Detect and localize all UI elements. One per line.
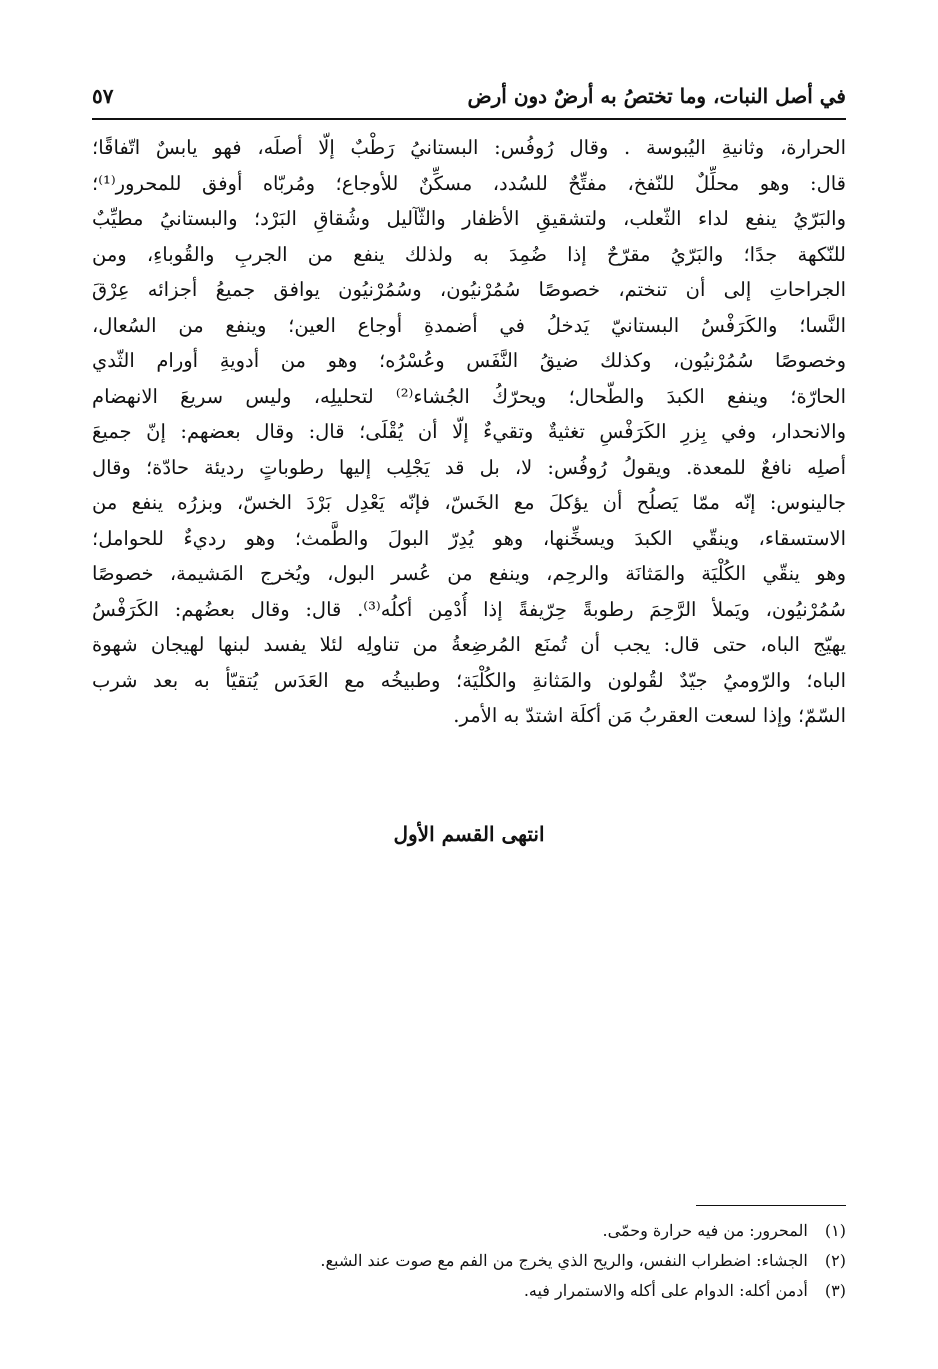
- text-line: سُمُرْنيُون، ويَملأ الرَّحِمَ رطوبةً حِرّيفةً إذا أُدْمِن أكلُه⁽³⁾. قال: وقال بعضُهم: الكَرَفْسُ: [92, 597, 846, 621]
- page-number: ٥٧: [92, 84, 114, 108]
- running-title: في أصل النبات، وما تختصُ به أرضٌ دون أرض: [467, 84, 846, 108]
- text-line: وخصوصًا سُمُرْنيُون، وكذلك ضيقُ النَّفَس وعُسْرُه؛ وهو من أدويةِ أورام الثّدي: [92, 349, 846, 372]
- text-line: والبَرّيُ ينفع لداء الثّعلب، ولتشقيقِ الأظفار والثّآليل وشُقاقِ البَرْد؛ والبستانيُ مطيِّبٌ: [92, 207, 846, 230]
- footnote-text: أدمن أكله: الدوام على أكله والاستمرار فيه.: [523, 1281, 808, 1300]
- page-header: [92, 82, 846, 120]
- text-line: للنّكهة جدًا؛ والبَرّيُ مقرّحٌ إذا ضُمِدَ به ولذلك ينفع من الجربِ والقُوباءِ، ومن: [92, 242, 846, 266]
- footnote-divider: [696, 1205, 846, 1206]
- text-line: الحرارة، وثانيةِ اليُبوسة . وقال رُوفُس: البستانيُ رَطْبٌ إلّا أصلَه، فهو يابسٌ اتّفاقًا؛: [92, 136, 846, 159]
- text-line: قال: وهو محلِّلٌ للنّفخ، مفتِّحٌ للسُدد، مسكِّنٌ للأوجاع؛ ومُربّاه أوفق للمحرور⁽¹⁾؛: [92, 171, 846, 195]
- text-line: النَّسا؛ والكَرَفْسُ البستانيّ يَدخلُ في أضمدةِ أوجاع العين؛ وينفع من السُعال،: [92, 313, 846, 337]
- footnote-text: المحرور: من فيه حرارة وحمّى.: [602, 1221, 808, 1240]
- footnote: [92, 1276, 846, 1306]
- text-line: يهيّج الباه، حتى قال: يجب أن تُمنَع المُرضِعةُ من تناولِه لئلا يفسد لبنها لهيجان شهوة: [92, 633, 846, 656]
- footnote: [92, 1216, 846, 1246]
- footnotes: [92, 1216, 846, 1306]
- section-end-heading: انتهى القسم الأول: [393, 822, 545, 846]
- footnote-text: الجشاء: اضطراب النفس، والريح الذي يخرج من الفم مع صوت عند الشبع.: [320, 1251, 808, 1270]
- footnote-number: (٣): [824, 1281, 846, 1300]
- text-line: الحارّة؛ وينفع الكبدَ والطّحال؛ ويحرّكُ الجُشاء⁽²⁾ لتحليلِه، وليس سريعَ الانهضام: [92, 384, 846, 408]
- main-text: [92, 130, 846, 734]
- text-line: أصلِه نافعٌ للمعدة. ويقولُ رُوفُس: لا، بل قد يَجْلِب إليها رطوباتٍ رديئة حادّة؛ وقال: [92, 455, 846, 479]
- footnote-number: (١): [824, 1221, 846, 1240]
- text-line: الاستسقاء، وينقّي الكبدَ ويسخِّنها، وهو يُدِرّ البولَ والطَّمث؛ وهو رديءٌ للحوامل؛: [92, 526, 846, 550]
- footnote: [92, 1246, 846, 1276]
- text-line: السّمّ؛ وإذا لسعت العقربُ مَن أكلَة اشتدّ به الأمر.: [453, 704, 846, 727]
- text-line: جالينوس: إنّه ممّا يَصلُح أن يؤكلَ مع الخَسّ، فإنّه يَعْدِل بَرْدَ الخسّ، وبزرُه ينفع من: [92, 491, 846, 514]
- text-line: الجراحاتِ إلى أن تنختم، خصوصًا سُمُرْنيُون، وسُمُرْنيُون يوافق جميعُ أجزائه عِرْقَ: [92, 278, 846, 301]
- text-line: وهو ينقّي الكُلْيَة والمَثانَة والرحِم، وينفع من عُسر البول، ويُخرج المَشيمة، خصوصًا: [92, 562, 846, 585]
- footnote-number: (٢): [824, 1251, 846, 1270]
- text-line: والانحدار، وفي بِزرِ الكَرَفْسِ تغثيةٌ وتقيءٌ إلّا أن يُقْلَى؛ قال: وقال بعضهم: إنّ جميعَ: [92, 420, 846, 443]
- text-line: الباه؛ والرّوميُ جيّدٌ لقُولون والمَثانةِ والكُلْيَة؛ وطبيخُه مع العَدَس يُتقيّأ به بعد شرب: [92, 668, 846, 692]
